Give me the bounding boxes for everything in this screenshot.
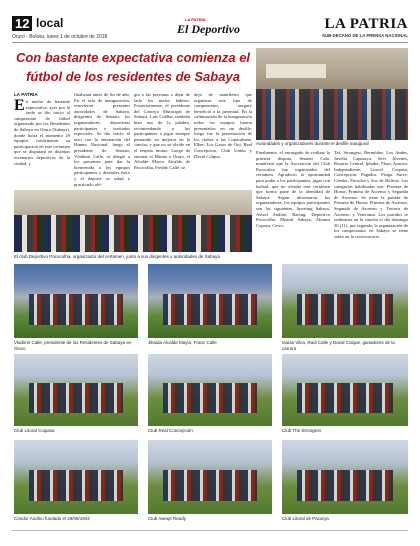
article-text-1: n medio de bastante expectativa, ayer por la tarde se dio inicio al campeonato de fútbol organizado por los Residentes de Sabaya en Oruro (Sabaya), donde hasta el momento 29 equipos confirmaron su participación en este certamen que se disputará en distintas escenarios deportivos de la ciudad, y [14, 99, 70, 166]
group-shape [297, 470, 393, 501]
article-column-3: gio a las personas a dejar de lado los malos hábitos. Posteriormente, el presidente del Concejo Municipal de Sabaya, Luis Cuéllar, también hizo uso de la palabra, recomendando a los participantes a jugar siempre pensando en mejorar en la cancha, y que no se olvide en el respeto mutuo. Luego de entonar el Himno a Oruro, el Alcalde Mayor Alcalde de Pacocolha, Freddy Calle, se [134, 92, 190, 170]
caption-grid-7: Cóndor Andino fundado el 26/06/1944 [14, 516, 90, 521]
group-shape [29, 294, 123, 325]
drop-cap: E [14, 97, 25, 114]
photo-grid-9 [282, 440, 408, 514]
section-title: local [36, 16, 64, 30]
photo-grid-2 [148, 264, 272, 338]
caption-top-photo: Autoridades y organizadores durante el desfile inaugural [256, 141, 369, 146]
caption-grid-4: Club Litoral Coipasa [14, 428, 55, 433]
article-column-2: finalizará antes de fin de año. En el acto de inauguración, estuvieron presentes autoridades de Sabaya, dirigentes de Senasir, los organizadores, deportistas participantes e invitados especiales. Se dio inicio al acto con la entonación del Himno Nacional, luego el presidente de Senasir, Vladimir Calle, se dirigió a los presentes para dar la bienvenida a los equipos participantes y desearles éxito y el deporte se salud y practicarlo olé- [74, 92, 130, 187]
caption-grid-8: Club Aweqs Ready [148, 516, 186, 521]
article-column-5: Finalmente, el encargado de realizar la primera disputa, Senasir Cala, manifestó que la Asociación del Club Pacoculaa fue organizador del certamen. Agradeció la oportunidad para poder a los participantes, jugar con lealtad, que no olvidar este certamen que forma parte de la identidad de Sabaya. Según informaron los organizadores, los equipos participantes son los siguientes: Sporting Sabaya, Aswal Andino, Racing, Deportivo Pacocolha, Mistral Sabaya, Alianza Copaya, Cerro, [256, 150, 330, 228]
photo-club-pacocolha [14, 190, 252, 252]
dateline: Oruro - Bolivia, lunes 1 de octubre de 2018 [12, 34, 108, 40]
group-shape [297, 294, 393, 325]
newspaper-subtitle: SUB-DECANO DE LA PRENSA NACIONAL [322, 33, 408, 38]
caption-grid-2: Jikaida Alcalde Mayor, Franz Calle [148, 340, 217, 345]
group-shape [297, 383, 393, 413]
article-column-4: dejó de manifiesto que organizar este tipo de campeonatos, aseguro benefició a la juventud. En la culminación de la inauguración todos los equipos fueron presentados en un desfile, luego fue la presentación de los clubes a los Copacabana, Elber, Los Gatos de Oro, Real Concepción, Club Unión y David Colque. [194, 92, 252, 159]
caption-grid-6: Club The Strongest [282, 428, 321, 433]
photo-grid-4 [14, 354, 138, 426]
group-shape [163, 383, 257, 413]
photo-authorities-parade [256, 48, 408, 140]
caption-grid-1: Vladimir Calle, presidente de los Residentes de Sabaya en Oruro [14, 340, 132, 351]
caption-grid-9: Club Litoral de Pacarya [282, 516, 329, 521]
group-shape [29, 383, 123, 413]
photo-grid-6 [282, 354, 408, 426]
supplement-small-label: LA PATRIA [185, 17, 206, 22]
group-shape [163, 294, 257, 325]
photo-grid-3 [282, 264, 408, 338]
headline-box [14, 48, 252, 88]
newspaper-brand: LA PATRIA [324, 16, 408, 32]
caption-grid-3: Isaías Vilca, Raúl Calle y David Colque, ganadores de la carrera [282, 340, 395, 351]
crowd-shape [256, 89, 408, 140]
article-headline: Con bastante expectativa comienza el fútbol de los residentes de Sabaya [15, 50, 251, 84]
supplement-logo: El Deportivo [177, 22, 240, 36]
caption-big-photo: El club Deportivo Pacocolha, organizador del certamen, junto a sus dirigentes y autoridades de Sabaya [14, 254, 220, 259]
article-byline: LA PATRIA [14, 92, 38, 97]
banner-shape [266, 64, 326, 78]
photo-grid-5 [148, 354, 272, 426]
group-shape [29, 470, 123, 501]
page-number: 12 [12, 16, 32, 31]
article-column-6: Taf, Strongest, Bermúdez, Los Andes, Juvelia Capasaya, Sevi Jóvenes, Rosario Central, Iplador, Flota, Aruriza, Independiente, Litoral Coipasa, Concepción, Pagador, Pisiga Sucre, Cóndor, Pacocha y Sos de Bolívar. Las categorías habilitadas son: Primera de Honor, Primera de Ascenso y Segunda de Ascenso. Se tiene la partida de Primera de Honor, Primera de Ascenso, Segunda de Ascenso y Tercera de Ascenso, y Veteranos. Los partidos se realizaron en la cancha el día domingo 30 (11), por segunda, la organización de los campeonatos en Sabaya se tiene sobre en la convocatoria. [334, 150, 408, 239]
caption-grid-5: Club Real Concepción [148, 428, 193, 433]
photo-grid-8 [148, 440, 272, 514]
photo-grid-7 [14, 440, 138, 514]
header-divider [12, 42, 408, 43]
group-shape [163, 470, 257, 501]
photo-grid-1 [14, 264, 138, 338]
page-header [12, 16, 408, 42]
footer-divider [12, 530, 408, 531]
group-shape [14, 215, 252, 252]
